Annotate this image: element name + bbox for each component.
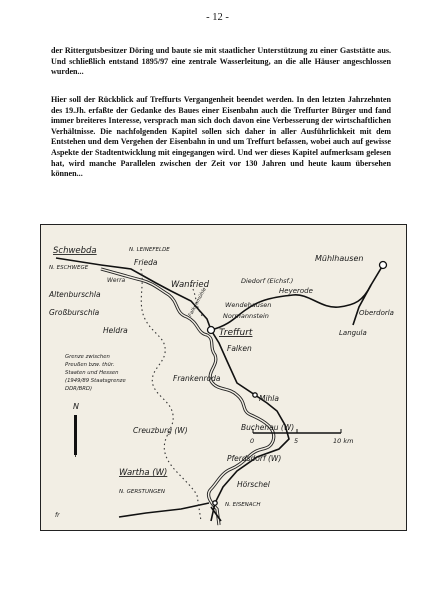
label-hoerschel: Hörschel (237, 480, 270, 489)
railway-langula-branch (353, 285, 371, 325)
label-schwebda: Schwebda (53, 246, 97, 256)
label-mihla: Mihla (259, 394, 279, 403)
label-n-leinefelde: N. LEINEFELDE (129, 247, 170, 253)
north-arrow (73, 402, 79, 457)
paragraph-1: der Rittergutsbesitzer Döring und baute sie mit staatlicher Unterstützung zu einer Gaststätte aus. Und schließlich entstand 1895/97 eine zentrale Wasserleitung, an die alle Häuser angeschlossen wurden... (51, 46, 391, 77)
railway-hoerschel-gerstungen (119, 503, 209, 517)
page-number: - 12 - (206, 12, 229, 23)
map-signature: fr (55, 512, 60, 519)
label-falken: Falken (227, 344, 252, 353)
label-frieda: Frieda (134, 258, 158, 267)
label-werra: Werra (107, 277, 126, 284)
railway-map (40, 224, 407, 531)
label-treffurt: Treffurt (219, 328, 253, 338)
border-note-line-3: Staaten und Hessen (65, 370, 119, 376)
label-langula: Langula (339, 329, 367, 337)
label-altenburschla: Altenburschla (49, 290, 101, 299)
label-n-eschwege: N. ESCHWEGE (49, 265, 89, 271)
border-note-line-1: Grenze zwischen (65, 354, 110, 360)
label-diedorf: Diedorf (Eichsf.) (241, 277, 294, 285)
border-note-line-4: (1949/89 Staatsgrenze (65, 378, 126, 384)
label-muehlhausen: Mühlhausen (315, 254, 364, 263)
label-wanfried: Wanfried (171, 280, 210, 290)
label-falkenmuehle: Falkenmühle (187, 286, 208, 318)
station-mihla (253, 393, 257, 397)
station-treffurt (208, 327, 215, 334)
label-wendehausen: Wendehausen (225, 301, 272, 309)
label-buchenau: Buchenau (W) (241, 423, 295, 432)
border-note-line-2: Preußen bzw. thür. (65, 362, 115, 368)
label-wartha: Wartha (W) (119, 468, 168, 478)
railway-treffurt-muehlhausen (211, 265, 383, 330)
label-normannstein: Normannstein (223, 312, 269, 320)
label-n-gerstungen: N. GERSTUNGEN (119, 489, 166, 495)
scale-tick-0: 0 (250, 437, 255, 445)
border-note-line-5: DDR/BRD) (65, 386, 93, 392)
station-hoerschel (213, 501, 217, 505)
paragraph-2: Hier soll der Rückblick auf Treffurts Vergangenheit beendet werden. In den letzten Jahrzehnten des 19.Jh. erfaßte der Gedanke des Baues einer Eisenbahn auch die Treffurter Bürger und fand immer breiteres Interesse, versprach man sich doch davon eine Verbesserung der wirtschaftlichen Verhältnisse. Die nachfolgenden Kapitel sollen sich daher in aller Ausführlichkeit mit dem Entstehen und dem Vergehen der Eisenbahn in und um Treffurt befassen, wobei auch auf gewisse Aspekte der Stadtentwicklung mit eingegangen wird. Und wer dieses Kapitel aufmerksam gelesen hat, wird manche Parallelen zwischen der Zeit vor 130 Jahren und heute kaum übersehen können... (51, 95, 391, 179)
label-frankenroda: Frankenroda (173, 374, 221, 383)
label-n-eisenach: N. EISENACH (225, 502, 261, 508)
label-heyerode: Heyerode (279, 287, 313, 295)
label-oberdorla: Oberdorla (359, 309, 394, 317)
map-svg (41, 225, 406, 530)
scale-tick-10: 10 km (333, 437, 354, 445)
label-grossburschla: Großburschla (49, 308, 100, 317)
scale-tick-5: 5 (294, 437, 299, 445)
label-pferdsdorf: Pferdsdorf (W) (227, 454, 282, 463)
label-creuzburg: Creuzburg (W) (133, 426, 188, 435)
north-label: N (73, 402, 79, 411)
label-heldra: Heldra (103, 326, 128, 335)
station-muehlhausen (380, 262, 387, 269)
